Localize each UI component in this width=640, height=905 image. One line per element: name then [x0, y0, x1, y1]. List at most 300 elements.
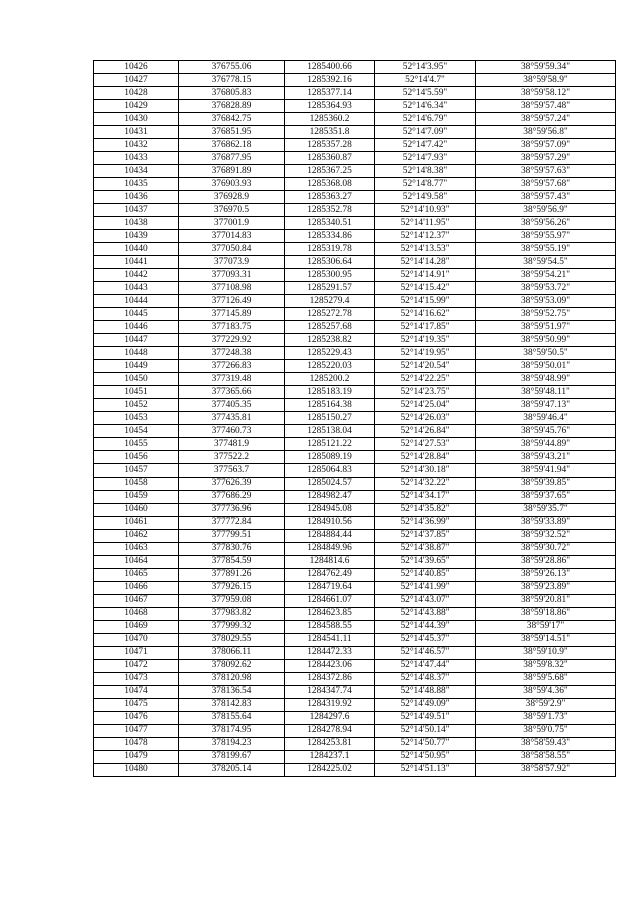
y-coordinate-cell: 1285064.83: [285, 464, 375, 477]
x-coordinate-cell: 377481.9: [179, 438, 285, 451]
latitude-cell: 52°14'43.07": [375, 594, 476, 607]
table-row: [94, 503, 616, 516]
y-coordinate-cell: 1284884.44: [285, 529, 375, 542]
longitude-cell: 38°59'54.21": [476, 269, 616, 282]
table-row: [94, 152, 616, 165]
x-coordinate-cell: 377799.51: [179, 529, 285, 542]
x-coordinate-cell: 377926.15: [179, 581, 285, 594]
table-row: [94, 659, 616, 672]
latitude-cell: 52°14'48.37": [375, 672, 476, 685]
point-number-cell: 10446: [94, 321, 179, 334]
table-row: [94, 61, 616, 74]
latitude-cell: 52°14'40.85": [375, 568, 476, 581]
longitude-cell: 38°59'26.13": [476, 568, 616, 581]
longitude-cell: 38°59'56.9": [476, 204, 616, 217]
table-row: [94, 191, 616, 204]
latitude-cell: 52°14'30.18": [375, 464, 476, 477]
latitude-cell: 52°14'32.22": [375, 477, 476, 490]
point-number-cell: 10449: [94, 360, 179, 373]
latitude-cell: 52°14'13.53": [375, 243, 476, 256]
table-row: [94, 204, 616, 217]
latitude-cell: 52°14'26.84": [375, 425, 476, 438]
x-coordinate-cell: 377891.26: [179, 568, 285, 581]
y-coordinate-cell: 1284319.92: [285, 698, 375, 711]
latitude-cell: 52°14'15.99": [375, 295, 476, 308]
table-row: [94, 360, 616, 373]
coordinates-table: [93, 60, 616, 777]
point-number-cell: 10479: [94, 750, 179, 763]
point-number-cell: 10451: [94, 386, 179, 399]
latitude-cell: 52°14'50.95": [375, 750, 476, 763]
latitude-cell: 52°14'17.85": [375, 321, 476, 334]
x-coordinate-cell: 376928.9: [179, 191, 285, 204]
longitude-cell: 38°59'50.5": [476, 347, 616, 360]
table-row: [94, 464, 616, 477]
table-row: [94, 581, 616, 594]
y-coordinate-cell: 1285400.66: [285, 61, 375, 74]
x-coordinate-cell: 378194.23: [179, 737, 285, 750]
longitude-cell: 38°59'59.34": [476, 61, 616, 74]
longitude-cell: 38°59'5.68": [476, 672, 616, 685]
table-row: [94, 490, 616, 503]
table-row: [94, 386, 616, 399]
point-number-cell: 10472: [94, 659, 179, 672]
point-number-cell: 10444: [94, 295, 179, 308]
latitude-cell: 52°14'50.77": [375, 737, 476, 750]
point-number-cell: 10480: [94, 763, 179, 776]
longitude-cell: 38°59'39.85": [476, 477, 616, 490]
x-coordinate-cell: 377522.2: [179, 451, 285, 464]
y-coordinate-cell: 1285367.25: [285, 165, 375, 178]
table-row: [94, 516, 616, 529]
x-coordinate-cell: 378174.95: [179, 724, 285, 737]
x-coordinate-cell: 377999.32: [179, 620, 285, 633]
table-row: [94, 399, 616, 412]
longitude-cell: 38°59'30.72": [476, 542, 616, 555]
x-coordinate-cell: 376891.89: [179, 165, 285, 178]
longitude-cell: 38°59'57.24": [476, 113, 616, 126]
longitude-cell: 38°59'50.99": [476, 334, 616, 347]
point-number-cell: 10470: [94, 633, 179, 646]
latitude-cell: 52°14'9.58": [375, 191, 476, 204]
longitude-cell: 38°59'56.8": [476, 126, 616, 139]
x-coordinate-cell: 378142.83: [179, 698, 285, 711]
point-number-cell: 10440: [94, 243, 179, 256]
x-coordinate-cell: 377073.9: [179, 256, 285, 269]
point-number-cell: 10465: [94, 568, 179, 581]
table-row: [94, 139, 616, 152]
table-row: [94, 646, 616, 659]
point-number-cell: 10452: [94, 399, 179, 412]
latitude-cell: 52°14'36.99": [375, 516, 476, 529]
x-coordinate-cell: 377435.81: [179, 412, 285, 425]
latitude-cell: 52°14'51.13": [375, 763, 476, 776]
latitude-cell: 52°14'8.77": [375, 178, 476, 191]
point-number-cell: 10433: [94, 152, 179, 165]
point-number-cell: 10434: [94, 165, 179, 178]
x-coordinate-cell: 376805.83: [179, 87, 285, 100]
y-coordinate-cell: 1284814.6: [285, 555, 375, 568]
point-number-cell: 10432: [94, 139, 179, 152]
x-coordinate-cell: 378199.67: [179, 750, 285, 763]
longitude-cell: 38°59'51.97": [476, 321, 616, 334]
latitude-cell: 52°14'37.85": [375, 529, 476, 542]
y-coordinate-cell: 1285024.57: [285, 477, 375, 490]
x-coordinate-cell: 376903.93: [179, 178, 285, 191]
longitude-cell: 38°58'57.92": [476, 763, 616, 776]
table-row: [94, 724, 616, 737]
y-coordinate-cell: 1285363.27: [285, 191, 375, 204]
y-coordinate-cell: 1285352.78: [285, 204, 375, 217]
longitude-cell: 38°59'37.65": [476, 490, 616, 503]
latitude-cell: 52°14'46.57": [375, 646, 476, 659]
table-row: [94, 256, 616, 269]
table-row: [94, 698, 616, 711]
longitude-cell: 38°59'56.26": [476, 217, 616, 230]
x-coordinate-cell: 376970.5: [179, 204, 285, 217]
latitude-cell: 52°14'20.54": [375, 360, 476, 373]
point-number-cell: 10445: [94, 308, 179, 321]
y-coordinate-cell: 1284849.96: [285, 542, 375, 555]
latitude-cell: 52°14'6.79": [375, 113, 476, 126]
point-number-cell: 10441: [94, 256, 179, 269]
latitude-cell: 52°14'48.88": [375, 685, 476, 698]
longitude-cell: 38°59'55.97": [476, 230, 616, 243]
x-coordinate-cell: 377365.66: [179, 386, 285, 399]
latitude-cell: 52°14'28.84": [375, 451, 476, 464]
longitude-cell: 38°58'59.43": [476, 737, 616, 750]
x-coordinate-cell: 377108.98: [179, 282, 285, 295]
point-number-cell: 10463: [94, 542, 179, 555]
x-coordinate-cell: 377126.49: [179, 295, 285, 308]
point-number-cell: 10427: [94, 74, 179, 87]
x-coordinate-cell: 377830.76: [179, 542, 285, 555]
y-coordinate-cell: 1285334.86: [285, 230, 375, 243]
y-coordinate-cell: 1284372.86: [285, 672, 375, 685]
latitude-cell: 52°14'8.38": [375, 165, 476, 178]
latitude-cell: 52°14'19.35": [375, 334, 476, 347]
latitude-cell: 52°14'16.62": [375, 308, 476, 321]
y-coordinate-cell: 1285306.64: [285, 256, 375, 269]
latitude-cell: 52°14'44.39": [375, 620, 476, 633]
table-row: [94, 633, 616, 646]
point-number-cell: 10443: [94, 282, 179, 295]
point-number-cell: 10436: [94, 191, 179, 204]
table-row: [94, 620, 616, 633]
x-coordinate-cell: 376828.89: [179, 100, 285, 113]
table-row: [94, 477, 616, 490]
table-row: [94, 555, 616, 568]
table-row: [94, 750, 616, 763]
longitude-cell: 38°59'10.9": [476, 646, 616, 659]
point-number-cell: 10476: [94, 711, 179, 724]
y-coordinate-cell: 1285279.4: [285, 295, 375, 308]
x-coordinate-cell: 377959.08: [179, 594, 285, 607]
x-coordinate-cell: 376851.95: [179, 126, 285, 139]
point-number-cell: 10442: [94, 269, 179, 282]
x-coordinate-cell: 377772.84: [179, 516, 285, 529]
latitude-cell: 52°14'3.95": [375, 61, 476, 74]
x-coordinate-cell: 378120.98: [179, 672, 285, 685]
point-number-cell: 10474: [94, 685, 179, 698]
table-row: [94, 165, 616, 178]
x-coordinate-cell: 377229.92: [179, 334, 285, 347]
y-coordinate-cell: 1284225.02: [285, 763, 375, 776]
table-row: [94, 737, 616, 750]
y-coordinate-cell: 1284661.07: [285, 594, 375, 607]
point-number-cell: 10477: [94, 724, 179, 737]
y-coordinate-cell: 1285360.87: [285, 152, 375, 165]
latitude-cell: 52°14'12.37": [375, 230, 476, 243]
y-coordinate-cell: 1285183.19: [285, 386, 375, 399]
y-coordinate-cell: 1285351.8: [285, 126, 375, 139]
longitude-cell: 38°59'57.09": [476, 139, 616, 152]
table-row: [94, 243, 616, 256]
longitude-cell: 38°59'33.89": [476, 516, 616, 529]
y-coordinate-cell: 1285392.16: [285, 74, 375, 87]
latitude-cell: 52°14'47.44": [375, 659, 476, 672]
x-coordinate-cell: 376778.15: [179, 74, 285, 87]
table-row: [94, 295, 616, 308]
longitude-cell: 38°59'53.09": [476, 295, 616, 308]
x-coordinate-cell: 377050.84: [179, 243, 285, 256]
x-coordinate-cell: 377983.82: [179, 607, 285, 620]
x-coordinate-cell: 377183.75: [179, 321, 285, 334]
y-coordinate-cell: 1285150.27: [285, 412, 375, 425]
y-coordinate-cell: 1285291.57: [285, 282, 375, 295]
longitude-cell: 38°58'58.55": [476, 750, 616, 763]
x-coordinate-cell: 377563.7: [179, 464, 285, 477]
table-row: [94, 529, 616, 542]
y-coordinate-cell: 1285229.43: [285, 347, 375, 360]
point-number-cell: 10447: [94, 334, 179, 347]
table-row: [94, 113, 616, 126]
table-row: [94, 568, 616, 581]
point-number-cell: 10439: [94, 230, 179, 243]
longitude-cell: 38°59'44.89": [476, 438, 616, 451]
table-row: [94, 672, 616, 685]
y-coordinate-cell: 1284423.06: [285, 659, 375, 672]
latitude-cell: 52°14'14.91": [375, 269, 476, 282]
point-number-cell: 10438: [94, 217, 179, 230]
latitude-cell: 52°14'39.65": [375, 555, 476, 568]
x-coordinate-cell: 377626.39: [179, 477, 285, 490]
table-row: [94, 282, 616, 295]
table-row: [94, 308, 616, 321]
table-row: [94, 74, 616, 87]
latitude-cell: 52°14'7.42": [375, 139, 476, 152]
latitude-cell: 52°14'27.53": [375, 438, 476, 451]
longitude-cell: 38°59'58.12": [476, 87, 616, 100]
longitude-cell: 38°59'58.9": [476, 74, 616, 87]
longitude-cell: 38°59'54.5": [476, 256, 616, 269]
latitude-cell: 52°14'35.82": [375, 503, 476, 516]
point-number-cell: 10426: [94, 61, 179, 74]
table-row: [94, 763, 616, 776]
latitude-cell: 52°14'7.93": [375, 152, 476, 165]
longitude-cell: 38°59'14.51": [476, 633, 616, 646]
y-coordinate-cell: 1284237.1: [285, 750, 375, 763]
longitude-cell: 38°59'57.43": [476, 191, 616, 204]
y-coordinate-cell: 1284910.56: [285, 516, 375, 529]
point-number-cell: 10461: [94, 516, 179, 529]
table-row: [94, 451, 616, 464]
table-row: [94, 178, 616, 191]
latitude-cell: 52°14'25.04": [375, 399, 476, 412]
longitude-cell: 38°59'45.76": [476, 425, 616, 438]
x-coordinate-cell: 376755.06: [179, 61, 285, 74]
point-number-cell: 10460: [94, 503, 179, 516]
latitude-cell: 52°14'43.88": [375, 607, 476, 620]
point-number-cell: 10458: [94, 477, 179, 490]
longitude-cell: 38°59'57.29": [476, 152, 616, 165]
latitude-cell: 52°14'6.34": [375, 100, 476, 113]
table-row: [94, 334, 616, 347]
y-coordinate-cell: 1285319.78: [285, 243, 375, 256]
x-coordinate-cell: 377319.48: [179, 373, 285, 386]
point-number-cell: 10457: [94, 464, 179, 477]
latitude-cell: 52°14'45.37": [375, 633, 476, 646]
point-number-cell: 10429: [94, 100, 179, 113]
point-number-cell: 10478: [94, 737, 179, 750]
y-coordinate-cell: 1284297.6: [285, 711, 375, 724]
longitude-cell: 38°59'0.75": [476, 724, 616, 737]
table-row: [94, 607, 616, 620]
y-coordinate-cell: 1285220.03: [285, 360, 375, 373]
x-coordinate-cell: 377405.35: [179, 399, 285, 412]
y-coordinate-cell: 1284762.49: [285, 568, 375, 581]
x-coordinate-cell: 378155.64: [179, 711, 285, 724]
x-coordinate-cell: 378092.62: [179, 659, 285, 672]
x-coordinate-cell: 377266.83: [179, 360, 285, 373]
point-number-cell: 10473: [94, 672, 179, 685]
point-number-cell: 10469: [94, 620, 179, 633]
table-row: [94, 321, 616, 334]
x-coordinate-cell: 377854.59: [179, 555, 285, 568]
longitude-cell: 38°59'57.48": [476, 100, 616, 113]
longitude-cell: 38°59'2.9": [476, 698, 616, 711]
x-coordinate-cell: 377460.73: [179, 425, 285, 438]
longitude-cell: 38°59'48.99": [476, 373, 616, 386]
latitude-cell: 52°14'14.28": [375, 256, 476, 269]
y-coordinate-cell: 1285089.19: [285, 451, 375, 464]
table-row: [94, 100, 616, 113]
y-coordinate-cell: 1284945.08: [285, 503, 375, 516]
y-coordinate-cell: 1285257.68: [285, 321, 375, 334]
y-coordinate-cell: 1285272.78: [285, 308, 375, 321]
y-coordinate-cell: 1284253.81: [285, 737, 375, 750]
x-coordinate-cell: 376877.95: [179, 152, 285, 165]
point-number-cell: 10468: [94, 607, 179, 620]
y-coordinate-cell: 1284541.11: [285, 633, 375, 646]
y-coordinate-cell: 1284347.74: [285, 685, 375, 698]
latitude-cell: 52°14'49.09": [375, 698, 476, 711]
longitude-cell: 38°59'46.4": [476, 412, 616, 425]
table-row: [94, 594, 616, 607]
y-coordinate-cell: 1285377.14: [285, 87, 375, 100]
table-row: [94, 269, 616, 282]
y-coordinate-cell: 1285300.95: [285, 269, 375, 282]
latitude-cell: 52°14'11.95": [375, 217, 476, 230]
table-row: [94, 373, 616, 386]
latitude-cell: 52°14'23.75": [375, 386, 476, 399]
latitude-cell: 52°14'26.03": [375, 412, 476, 425]
table-row: [94, 87, 616, 100]
longitude-cell: 38°59'17": [476, 620, 616, 633]
x-coordinate-cell: 377736.96: [179, 503, 285, 516]
table-row: [94, 425, 616, 438]
y-coordinate-cell: 1285357.28: [285, 139, 375, 152]
latitude-cell: 52°14'5.59": [375, 87, 476, 100]
table-row: [94, 438, 616, 451]
x-coordinate-cell: 376862.18: [179, 139, 285, 152]
table-row: [94, 542, 616, 555]
longitude-cell: 38°59'48.11": [476, 386, 616, 399]
latitude-cell: 52°14'10.93": [375, 204, 476, 217]
x-coordinate-cell: 377145.89: [179, 308, 285, 321]
table-row: [94, 412, 616, 425]
y-coordinate-cell: 1284719.64: [285, 581, 375, 594]
y-coordinate-cell: 1285121.22: [285, 438, 375, 451]
y-coordinate-cell: 1284472.33: [285, 646, 375, 659]
longitude-cell: 38°59'4.36": [476, 685, 616, 698]
point-number-cell: 10431: [94, 126, 179, 139]
x-coordinate-cell: 377686.29: [179, 490, 285, 503]
x-coordinate-cell: 378205.14: [179, 763, 285, 776]
latitude-cell: 52°14'34.17": [375, 490, 476, 503]
point-number-cell: 10450: [94, 373, 179, 386]
longitude-cell: 38°59'35.7": [476, 503, 616, 516]
point-number-cell: 10453: [94, 412, 179, 425]
longitude-cell: 38°59'41.94": [476, 464, 616, 477]
point-number-cell: 10428: [94, 87, 179, 100]
table-row: [94, 347, 616, 360]
point-number-cell: 10448: [94, 347, 179, 360]
table-row: [94, 126, 616, 139]
latitude-cell: 52°14'49.51": [375, 711, 476, 724]
latitude-cell: 52°14'41.99": [375, 581, 476, 594]
x-coordinate-cell: 378066.11: [179, 646, 285, 659]
latitude-cell: 52°14'7.09": [375, 126, 476, 139]
longitude-cell: 38°59'57.63": [476, 165, 616, 178]
y-coordinate-cell: 1285364.93: [285, 100, 375, 113]
longitude-cell: 38°59'32.52": [476, 529, 616, 542]
latitude-cell: 52°14'38.87": [375, 542, 476, 555]
latitude-cell: 52°14'50.14": [375, 724, 476, 737]
x-coordinate-cell: 378136.54: [179, 685, 285, 698]
latitude-cell: 52°14'4.7": [375, 74, 476, 87]
table-row: [94, 711, 616, 724]
point-number-cell: 10456: [94, 451, 179, 464]
longitude-cell: 38°59'53.72": [476, 282, 616, 295]
table-row: [94, 685, 616, 698]
longitude-cell: 38°59'47.13": [476, 399, 616, 412]
point-number-cell: 10471: [94, 646, 179, 659]
table-row: [94, 217, 616, 230]
y-coordinate-cell: 1285200.2: [285, 373, 375, 386]
point-number-cell: 10435: [94, 178, 179, 191]
y-coordinate-cell: 1285164.38: [285, 399, 375, 412]
point-number-cell: 10475: [94, 698, 179, 711]
y-coordinate-cell: 1284588.55: [285, 620, 375, 633]
longitude-cell: 38°59'28.86": [476, 555, 616, 568]
longitude-cell: 38°59'20.81": [476, 594, 616, 607]
longitude-cell: 38°59'1.73": [476, 711, 616, 724]
y-coordinate-cell: 1285340.51: [285, 217, 375, 230]
y-coordinate-cell: 1285360.2: [285, 113, 375, 126]
x-coordinate-cell: 378029.55: [179, 633, 285, 646]
point-number-cell: 10454: [94, 425, 179, 438]
